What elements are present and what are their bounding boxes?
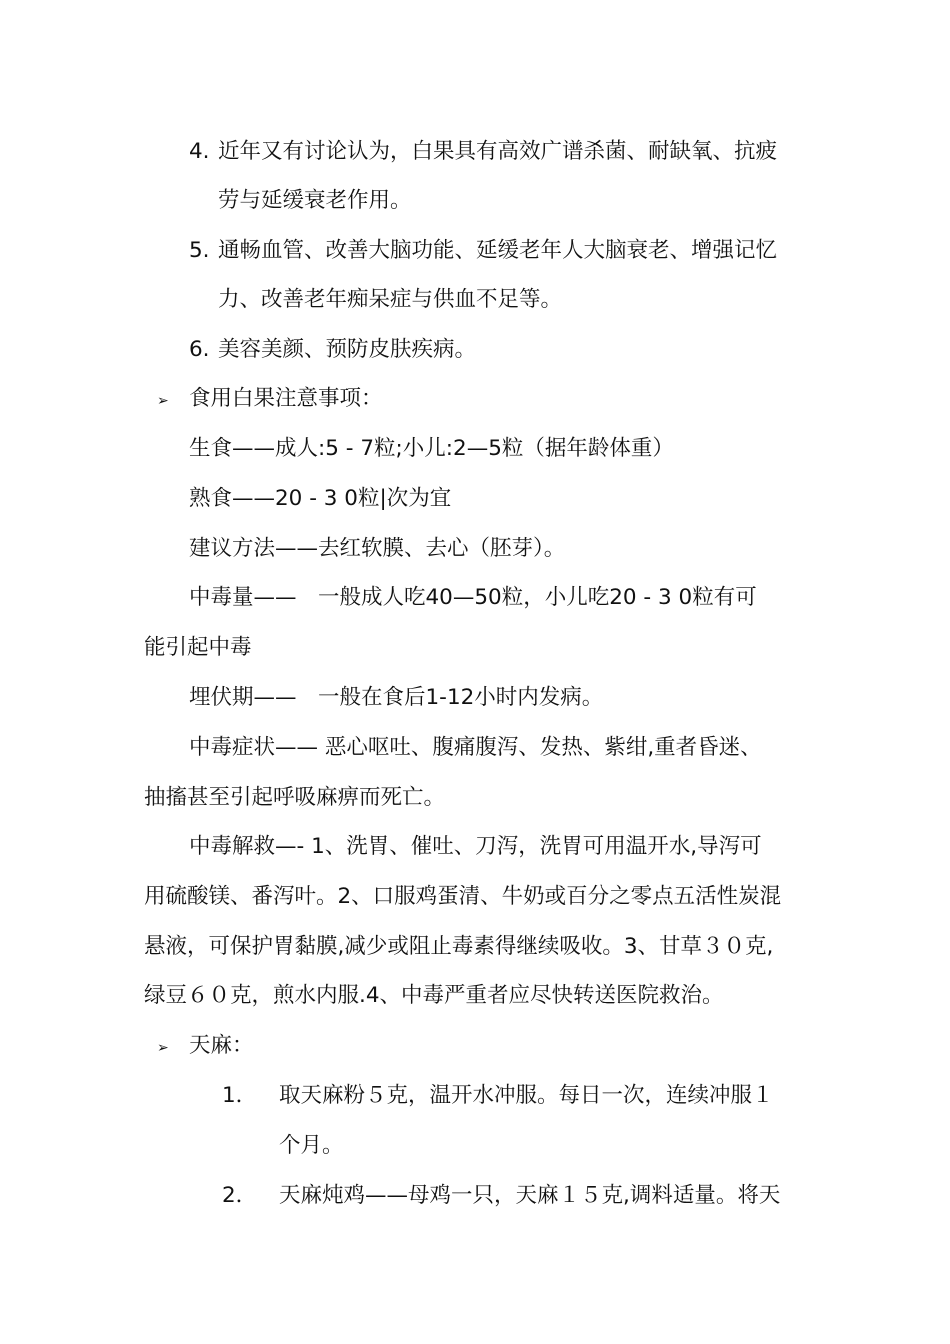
tianma-1-line-1: 取天麻粉５克，温开水冲服。每日一次，连续冲服１ — [279, 1083, 774, 1108]
tianma-2-line-1: 天麻炖鸡——母鸡一只，天麻１５克,调料适量。将天 — [279, 1183, 781, 1208]
rescue-line-4: 绿豆６０克，煎水内服.4、中毒严重者应尽快转送医院救治。 — [144, 983, 724, 1008]
incubation-line: 埋伏期—— 一般在食后1-12小时内发病。 — [189, 685, 604, 710]
tianma-1-line-2: 个月。 — [279, 1133, 344, 1158]
tianma-heading: 天麻： — [189, 1033, 254, 1058]
toxic-dose-line-1: 中毒量—— 一般成人吃40—50粒，小儿吃20 - 3 0粒有可 — [189, 585, 757, 610]
list-number-5: 5. — [189, 238, 210, 263]
raw-eating-line: 生食——成人:5 - 7粒;小儿:2—5粒（据年龄体重） — [189, 436, 674, 461]
benefit-4-line-1: 近年又有讨论认为，白果具有高效广谱杀菌、耐缺氧、抗疲 — [218, 139, 778, 164]
list-number-4: 4. — [189, 139, 210, 164]
benefit-6-line-1: 美容美颜、预防皮肤疾病。 — [218, 337, 477, 362]
symptoms-line-2: 抽搐甚至引起呼吸麻痹而死亡。 — [144, 785, 446, 810]
list-number-6: 6. — [189, 337, 210, 362]
rescue-line-1: 中毒解救—- 1、洗胃、催吐、刀泻，洗胃可用温开水,导泻可 — [189, 834, 762, 859]
rescue-line-3: 悬液，可保护胃黏膜,减少或阻止毒素得继续吸收。3、甘草３０克, — [144, 934, 774, 959]
benefit-5-line-2: 力、改善老年痴呆症与供血不足等。 — [218, 287, 563, 312]
tianma-number-2: 2． — [222, 1183, 258, 1208]
cooked-eating-line: 熟食——20 - 3 0粒|次为宜 — [189, 486, 452, 511]
arrow-bullet-icon: ➢ — [157, 1040, 169, 1056]
benefit-5-line-1: 通畅血管、改善大脑功能、延缓老年人大脑衰老、增强记忆 — [218, 238, 778, 263]
arrow-bullet-icon: ➢ — [157, 393, 169, 409]
method-line: 建议方法——去红软膜、去心（胚芽）。 — [189, 536, 566, 561]
rescue-line-2: 用硫酸镁、番泻叶。2、口服鸡蛋清、牛奶或百分之零点五活性炭混 — [144, 884, 782, 909]
toxic-dose-line-2: 能引起中毒 — [144, 635, 252, 660]
symptoms-line-1: 中毒症状—— 恶心呕吐、腹痛腹泻、发热、紫绀,重者昏迷、 — [189, 735, 762, 760]
tianma-number-1: 1． — [222, 1083, 258, 1108]
benefit-4-line-2: 劳与延缓衰老作用。 — [218, 188, 412, 213]
notes-heading: 食用白果注意事项： — [189, 386, 383, 411]
